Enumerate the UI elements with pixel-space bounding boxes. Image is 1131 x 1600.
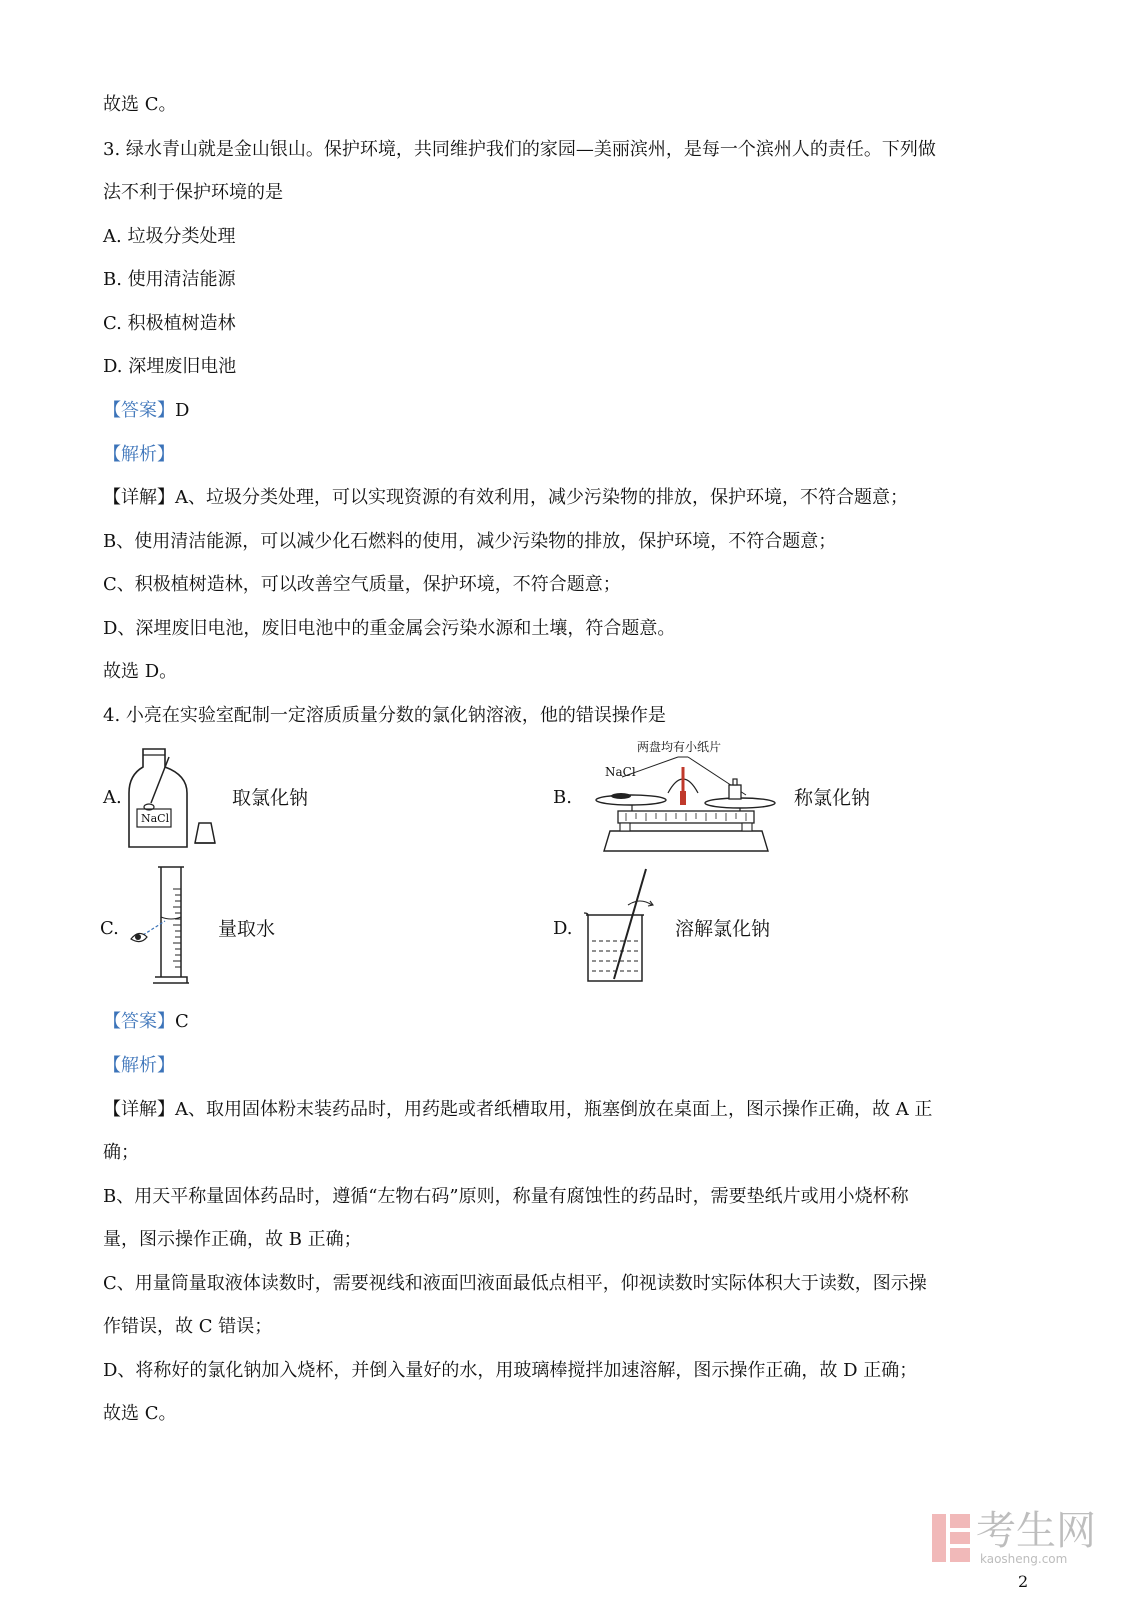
q4-detail-text-1: 确； (103, 1142, 139, 1163)
q4-option-b-letter: B. (553, 787, 572, 808)
q4-detail-text-0: A、取用固体粉末装药品时，用药匙或者纸槽取用，瓶塞倒放在桌面上，图示操作正确，故 A 正 (175, 1099, 933, 1120)
beaker-figure (580, 865, 660, 987)
q4-option-b-label: 称氯化钠 (794, 787, 871, 809)
q4-answer-tag: 【答案】 (103, 1011, 175, 1032)
q4-option-d-label: 溶解氯化钠 (675, 918, 771, 940)
q4-answer-value: C (175, 1011, 189, 1032)
q3-detail-text-2: C、积极植树造林，可以改善空气质量，保护环境，不符合题意； (103, 574, 621, 595)
q3-conclusion: 故选 D。 (103, 661, 178, 682)
balance-nacl-label: NaCl (605, 765, 636, 779)
q3-detail-tag: 【详解】 (103, 487, 175, 508)
q3-answer (103, 399, 189, 423)
q4-detail-text-2: B、用天平称量固体药品时，遵循“左物右码”原则，称量有腐蚀性的药品时，需要垫纸片或用小烧杯称 (103, 1186, 909, 1207)
q4-option-a-letter: A. (103, 787, 122, 808)
balance-caption: 两盘均有小纸片 (637, 740, 722, 754)
q4-option-a-label: 取氯化钠 (232, 787, 309, 809)
q4-detail-tag: 【详解】 (103, 1099, 175, 1120)
q4-option-c-letter: C. (100, 918, 119, 939)
q4-conclusion: 故选 C。 (103, 1403, 177, 1424)
page-number: 2 (1018, 1572, 1029, 1591)
q4-detail-text-4: C、用量筒量取液体读数时，需要视线和液面凹液面最低点相平，仰视读数时实际体积大于读数，图示操 (103, 1273, 927, 1294)
balance-figure (596, 755, 776, 855)
q3-detail-text-3: D、深埋废旧电池，废旧电池中的重金属会污染水源和土壤，符合题意。 (103, 618, 676, 639)
q4-option-d-letter: D. (553, 918, 573, 939)
q4-analysis-tag: 【解析】 (103, 1055, 175, 1076)
q3-answer-tag: 【答案】 (103, 400, 175, 421)
q3-analysis-tag: 【解析】 (103, 444, 175, 465)
q3-option-b: B. 使用清洁能源 (103, 269, 236, 290)
watermark-brand: 考生网 (976, 1508, 1096, 1554)
q3-option-c: C. 积极植树造林 (103, 313, 236, 334)
q4-stem: 4. 小亮在实验室配制一定溶质质量分数的氯化钠溶液，他的错误操作是 (103, 705, 666, 726)
watermark-url: kaosheng.com (980, 1552, 1068, 1566)
q4-option-c-label: 量取水 (218, 918, 276, 940)
q4-detail-line (103, 1098, 932, 1122)
reagent-bottle-figure (125, 745, 220, 853)
q4-detail-text-3: 量，图示操作正确，故 B 正确； (103, 1229, 362, 1250)
q3-option-a: A. 垃圾分类处理 (103, 226, 236, 247)
q3-stem-line2: 法不利于保护环境的是 (103, 182, 283, 203)
prev-conclusion: 故选 C。 (103, 94, 177, 115)
graduated-cylinder-figure (125, 865, 205, 993)
q3-option-d: D. 深埋废旧电池 (103, 356, 237, 377)
q3-detail-text-0: A、垃圾分类处理，可以实现资源的有效利用，减少污染物的排放，保护环境，不符合题意； (175, 487, 908, 508)
reagent-bottle-label: NaCl (141, 812, 170, 825)
q4-answer (103, 1010, 189, 1034)
q3-detail-line (103, 486, 908, 510)
q3-answer-value: D (175, 400, 190, 421)
q3-stem-line1: 3. 绿水青山就是金山银山。保护环境，共同维护我们的家园—美丽滨州，是每一个滨州人的责任。下列做 (103, 139, 936, 160)
watermark-logo-icon (930, 1510, 972, 1566)
q4-detail-text-5: 作错误，故 C 错误； (103, 1316, 273, 1337)
q4-detail-text-6: D、将称好的氯化钠加入烧杯，并倒入量好的水，用玻璃棒搅拌加速溶解，图示操作正确，故 D 正确； (103, 1360, 918, 1381)
q3-detail-text-1: B、使用清洁能源，可以减少化石燃料的使用，减少污染物的排放，保护环境，不符合题意； (103, 531, 837, 552)
